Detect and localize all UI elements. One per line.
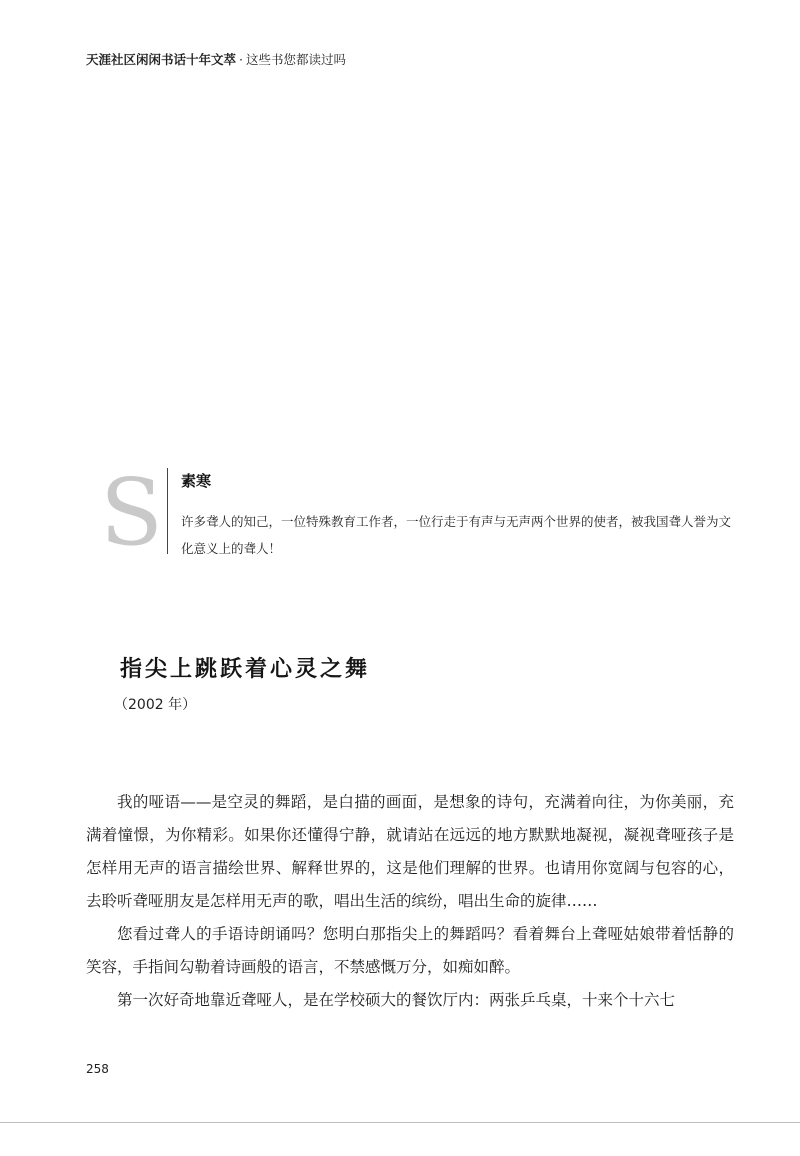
article-year: （2002 年） [114, 697, 197, 713]
author-block [100, 459, 760, 566]
header-separator: · [239, 52, 243, 67]
page-edge-divider [0, 1122, 800, 1123]
paragraph: 第一次好奇地靠近聋哑人，是在学校硕大的餐饮厅内：两张乒乓桌，十来个十六七 [117, 991, 676, 1009]
running-header [86, 50, 346, 68]
author-name: 素寒 [181, 472, 212, 490]
author-bio: 许多聋人的知己，一位特殊教育工作者，一位行走于有声与无声两个世界的使者，被我国聋人誉为文化意义上的聋人！ [181, 514, 732, 556]
book-title: 天涯社区闲闲书话十年文萃 [86, 52, 237, 67]
paragraph: 我的哑语——是空灵的舞蹈，是白描的画面，是想象的诗句，充满着向往，为你美丽，充满着憧憬，为你精彩。如果你还懂得宁静，就请站在远远的地方默默地凝视，凝视聋哑孩子是怎样用无声的语言描绘世界、解释世界的，这是他们理解的世界。也请用你宽阔与包容的心，去聆听聋哑朋友是怎样用无声的歌，唱出生活的缤纷，唱出生命的旋律…… [86, 793, 734, 910]
article-title: 指尖上跳跃着心灵之舞 [120, 656, 371, 682]
article-body [86, 786, 734, 1017]
section-title: 这些书您都读过吗 [246, 52, 347, 67]
author-divider [167, 468, 168, 554]
decorative-initial: S [100, 459, 164, 566]
page-number: 258 [86, 1062, 109, 1076]
paragraph: 您看过聋人的手语诗朗诵吗？您明白那指尖上的舞蹈吗？看着舞台上聋哑姑娘带着恬静的笑容，手指间勾勒着诗画般的语言，不禁感慨万分，如痴如醉。 [86, 925, 734, 976]
